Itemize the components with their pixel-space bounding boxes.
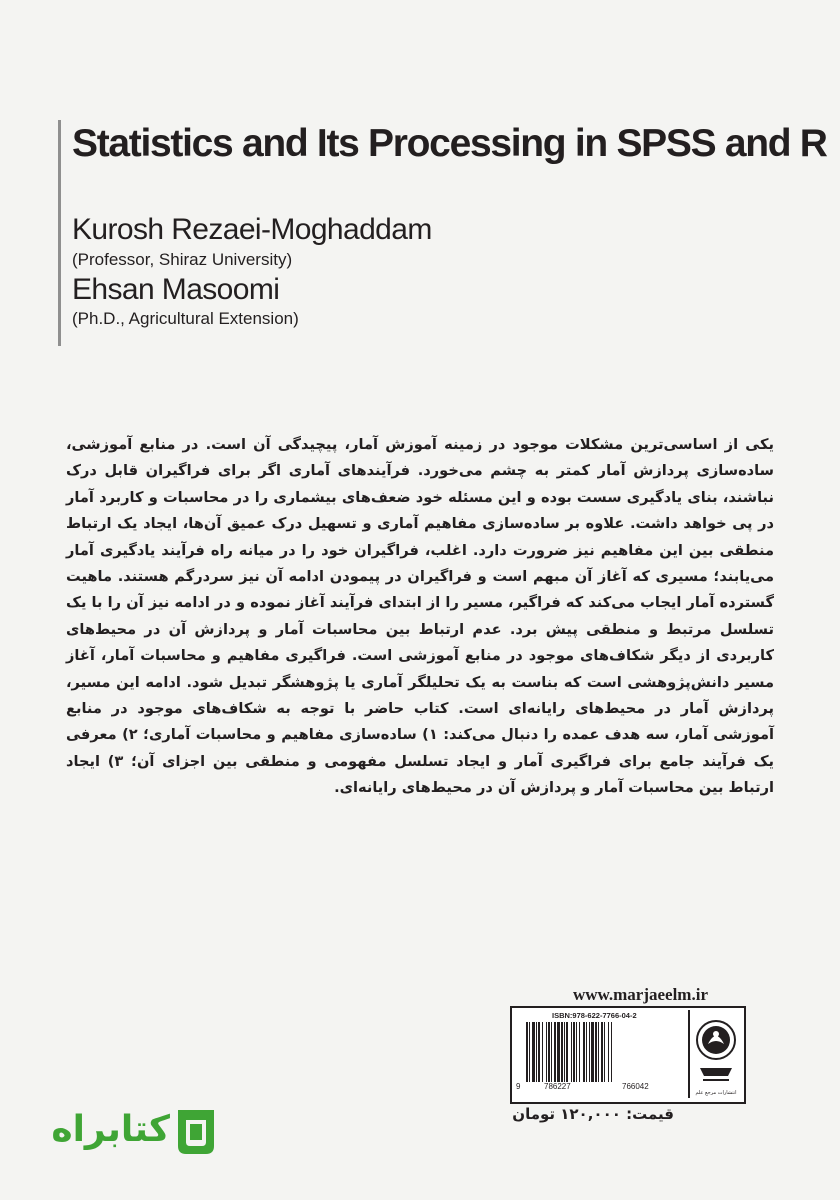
book-description: یکی از اساسی‌ترین مشکلات موجود در زمینه آموزش آمار، پیچیدگی آن است. در منابع آموزشی، ساده‌سازی پردازش آمار کمتر به چشم می‌خورد. فرآیندهای آماری اگر برای فراگیران قابل درک نباشند، بنای یادگیری سست بوده و این مسئله خود ضعف‌های بیشماری را در محاسبات و کاربرد آمار در پی خواهد داشت. علاوه بر ساده‌سازی مفاهیم آماری و تسهیل درک عمیق آن‌ها، ایجاد یک ارتباط منطقی بین این مفاهیم نیز ضرورت دارد. اغلب، فراگیران خود را در میانه راه فرآیند یادگیری آمار می‌یابند؛ مسیری که آغاز آن مبهم است و فراگیران در پیمودن ادامه آن نیز سردرگم هستند. ماهیت گسترده آمار ایجاب می‌کند که فراگیر، مسیر را از ابتدای فرآیند آغاز نموده و در ادامه نیز آن را با یک تسلسل مرتبط و منطقی پیش برد. عدم ارتباط بین محاسبات آمار و پردازش آن در محیط‌های کاربردی از دیگر شکاف‌های موجود در منابع آموزشی است. فراگیری مفاهیم و محاسبات آمار، آغاز مسیر دانش‌پژوهشی است که بناست به یک تحلیلگر آماری یا پژوهشگر تبدیل شود. ادامه این مسیر، پردازش آمار در محیط‌های رایانه‌ای است. کتاب حاضر با توجه به شکاف‌های موجود در منابع آموزشی آمار، سه هدف عمده را دنبال می‌کند: ۱) ساده‌سازی مفاهیم و محاسبات آماری؛ ۲) معرفی یک فرآیند جامع برای فراگیری آمار و ایجاد تسلسل مفهومی و منطقی بین اجزای آن؛ ۳) ایجاد ارتباط بین محاسبات آمار و پردازش آن در محیط‌های رایانه‌ای.	[66, 436, 774, 797]
publisher-caption: انتشارات مرجع علم	[695, 1090, 737, 1096]
barcode-bar	[557, 1022, 560, 1082]
publisher-emblem-icon	[690, 1010, 742, 1098]
barcode-bar	[551, 1022, 552, 1082]
barcode-bar	[536, 1022, 537, 1082]
barcode-bar	[589, 1022, 590, 1082]
ketabrah-watermark	[40, 1102, 218, 1158]
barcode-bar	[604, 1022, 605, 1082]
barcode-panel	[510, 1006, 746, 1104]
barcode-bar	[601, 1022, 603, 1082]
barcode-lead-digit: 9	[516, 1082, 521, 1091]
barcode-bar	[529, 1022, 530, 1082]
barcode-left-digits: 786227	[544, 1082, 571, 1091]
barcode-bar	[586, 1022, 587, 1082]
barcode-bar	[532, 1022, 535, 1082]
barcode-bar	[526, 1022, 528, 1082]
barcode-bar	[548, 1022, 550, 1082]
barcode-bar	[542, 1022, 543, 1082]
isbn-text: ISBN:978-622-7766-04-2	[552, 1011, 637, 1020]
ketabrah-logo-text: کتابراه	[51, 1109, 170, 1150]
barcode-bar	[546, 1022, 547, 1082]
barcode-bar	[554, 1022, 556, 1082]
author-affiliation-2: (Ph.D., Agricultural Extension)	[72, 309, 299, 328]
publisher-logo	[688, 1010, 742, 1098]
barcode-bar	[595, 1022, 597, 1082]
barcode-bar	[591, 1022, 594, 1082]
barcode-bar	[571, 1022, 572, 1082]
book-title: Statistics and Its Processing in SPSS and R	[72, 122, 827, 165]
title-side-rule	[58, 120, 61, 346]
author-name-2: Ehsan Masoomi	[72, 273, 280, 306]
barcode-bar	[566, 1022, 568, 1082]
barcode-right-digits: 766042	[622, 1082, 649, 1091]
barcode-bar	[579, 1022, 580, 1082]
barcode-bar	[611, 1022, 612, 1082]
barcode-bar	[608, 1022, 609, 1082]
barcode-bar	[561, 1022, 563, 1082]
publisher-website: www.marjaeelm.ir	[572, 985, 708, 1004]
barcode-bar	[538, 1022, 540, 1082]
author-affiliation-1: (Professor, Shiraz University)	[72, 250, 293, 269]
barcode-bar	[573, 1022, 575, 1082]
barcode-bar	[576, 1022, 577, 1082]
price-label: قیمت: ۱۲۰,۰۰۰ تومان	[512, 1105, 674, 1123]
author-name-1: Kurosh Rezaei-Moghaddam	[72, 213, 432, 246]
barcode-bar	[598, 1022, 599, 1082]
barcode-bar	[564, 1022, 565, 1082]
isbn-barcode	[526, 1022, 684, 1082]
barcode-bar	[583, 1022, 585, 1082]
